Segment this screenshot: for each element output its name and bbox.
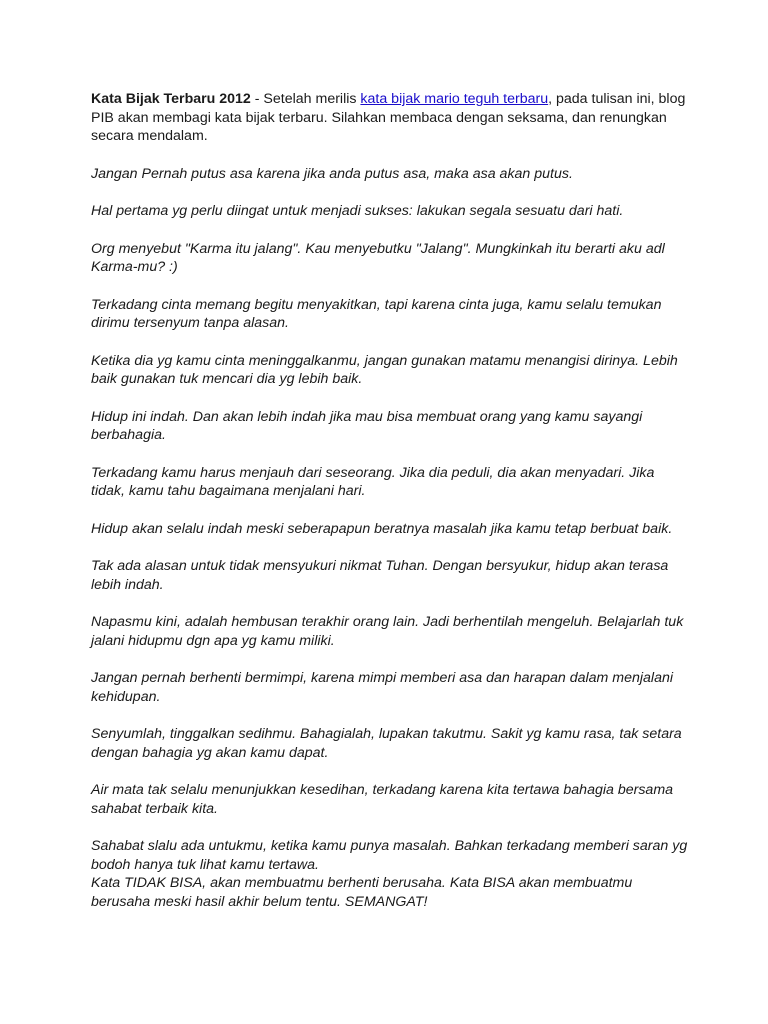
document-page [91,90,691,930]
quote-9: Tak ada alasan untuk tidak mensyukuri nikmat Tuhan. Dengan bersyukur, hidup akan terasa lebih indah. [91,558,669,593]
intro-paragraph [91,90,691,146]
intro-text-after-link: , pada tulisan ini, blog PIB akan membagi kata bijak terbaru. Silahkan membaca dengan seksama, dan renungkan secara mendalam. [91,91,686,144]
quote-13: Air mata tak selalu menunjukkan kesedihan, terkadang karena kita tertawa bahagia bersama sahabat terbaik kita. [91,782,674,817]
intro-title: Kata Bijak Terbaru 2012 [91,91,251,107]
quote-10: Napasmu kini, adalah hembusan terakhir orang lain. Jadi berhentilah mengeluh. Belajarlah tuk jalani hidupmu dgn apa yg kamu miliki. [91,614,684,649]
intro-text-before-link: - Setelah merilis [250,91,361,107]
quote-7: Terkadang kamu harus menjauh dari seseorang. Jika dia peduli, dia akan menyadari. Jika tidak, kamu tahu bagaimana menjalani hari. [91,464,655,499]
quote-1: Jangan Pernah putus asa karena jika anda putus asa, maka asa akan putus. [91,165,573,182]
quote-3: Org menyebut "Karma itu jalang". Kau menyebutku "Jalang". Mungkinkah itu berarti aku adl Karma-mu? :) [91,240,665,275]
quote-12: Senyumlah, tinggalkan sedihmu. Bahagialah, lupakan takutmu. Sakit yg kamu rasa, tak setara dengan bahagia yg akan kamu dapat. [91,726,682,761]
quote-5: Ketika dia yg kamu cinta meninggalkanmu, jangan gunakan matamu menangisi dirinya. Lebih baik gunakan tuk mencari dia yg lebih baik. [91,352,678,387]
quote-8: Hidup akan selalu indah meski seberapapun beratnya masalah jika kamu tetap berbuat baik. [91,520,673,537]
quote-2: Hal pertama yg perlu diingat untuk menjadi sukses: lakukan segala sesuatu dari hati. [91,203,624,219]
mario-teguh-link[interactable]: kata bijak mario teguh terbaru [360,91,549,107]
quote-4: Terkadang cinta memang begitu menyakitkan, tapi karena cinta juga, kamu selalu temukan dirimu tersenyum tanpa alasan. [91,296,662,331]
quote-15: Kata TIDAK BISA, akan membuatmu berhenti berusaha. Kata BISA akan membuatmu berusaha meski hasil akhir belum tentu. SEMANGAT! [91,875,633,910]
quote-11: Jangan pernah berhenti bermimpi, karena mimpi memberi asa dan harapan dalam menjalani kehidupan. [91,670,674,705]
quote-6: Hidup ini indah. Dan akan lebih indah jika mau bisa membuat orang yang kamu sayangi berbahagia. [91,408,643,443]
quote-14: Sahabat slalu ada untukmu, ketika kamu punya masalah. Bahkan terkadang memberi saran yg bodoh hanya tuk lihat kamu tertawa. [91,838,688,873]
